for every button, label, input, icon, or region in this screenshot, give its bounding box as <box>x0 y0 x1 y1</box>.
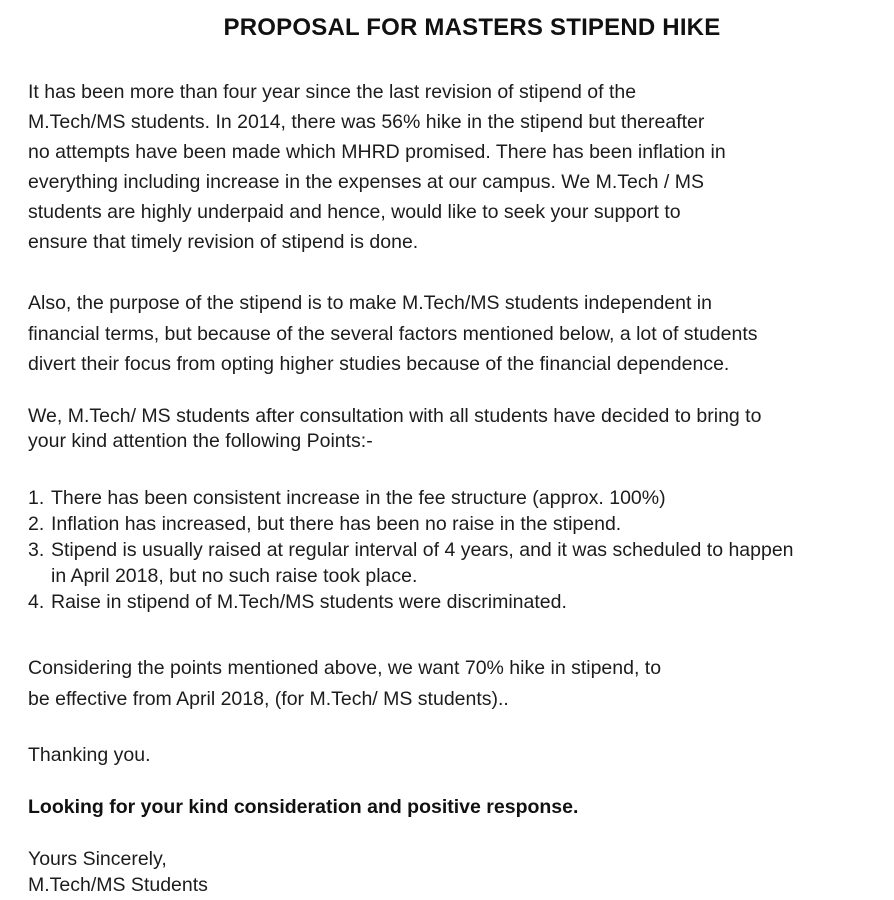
paragraph-line: your kind attention the following Points:- <box>28 430 373 452</box>
paragraph-line: M.Tech/MS students. In 2014, there was 56% hike in the stipend but thereafter <box>28 111 705 133</box>
paragraph-line: students are highly underpaid and hence, would like to seek your support to <box>28 201 681 223</box>
paragraph-line: be effective from April 2018, (for M.Tech/ MS students).. <box>28 688 509 710</box>
paragraph-line: everything including increase in the expenses at our campus. We M.Tech / MS <box>28 171 704 193</box>
list-item <box>28 511 888 537</box>
list-item <box>28 589 888 615</box>
paragraph-line: We, M.Tech/ MS students after consultation with all students have decided to bring to <box>28 405 762 427</box>
thanks-text: Thanking you. <box>28 744 151 766</box>
paragraph-line: It has been more than four year since the last revision of stipend of the <box>28 81 637 103</box>
paragraph-line: divert their focus from opting higher studies because of the financial dependence. <box>28 353 730 375</box>
list-item-text: Stipend is usually raised at regular interval of 4 years, and it was scheduled to happen <box>51 539 794 561</box>
list-item <box>28 537 888 589</box>
list-item-text: in April 2018, but no such raise took place. <box>51 565 418 587</box>
list-item-text: There has been consistent increase in the fee structure (approx. 100%) <box>51 487 666 509</box>
paragraph-request <box>28 653 878 715</box>
list-item <box>28 485 888 511</box>
paragraph-purpose <box>28 288 878 380</box>
list-item-number: 1. <box>28 487 45 509</box>
list-item-number: 4. <box>28 591 45 613</box>
paragraph-line: no attempts have been made which MHRD promised. There has been inflation in <box>28 141 726 163</box>
paragraph-line: Also, the purpose of the stipend is to make M.Tech/MS students independent in <box>28 292 712 314</box>
paragraph-line: ensure that timely revision of stipend is done. <box>28 231 419 253</box>
list-item-number: 3. <box>28 539 45 561</box>
paragraph-line: Considering the points mentioned above, we want 70% hike in stipend, to <box>28 657 662 679</box>
paragraph-consultation <box>28 404 878 454</box>
signoff <box>28 846 208 898</box>
list-item-text: Inflation has increased, but there has been no raise in the stipend. <box>51 513 622 535</box>
closing-text: Looking for your kind consideration and positive response. <box>28 796 579 818</box>
document-title: PROPOSAL FOR MASTERS STIPEND HIKE <box>223 14 721 41</box>
paragraph-line: financial terms, but because of the several factors mentioned below, a lot of students <box>28 322 758 345</box>
list-item-number: 2. <box>28 513 45 535</box>
points-list <box>28 485 888 615</box>
signoff-line: Yours Sincerely, <box>28 848 167 870</box>
signoff-line: M.Tech/MS Students <box>28 874 208 896</box>
paragraph-intro <box>28 77 878 257</box>
list-item-text: Raise in stipend of M.Tech/MS students were discriminated. <box>51 591 567 613</box>
